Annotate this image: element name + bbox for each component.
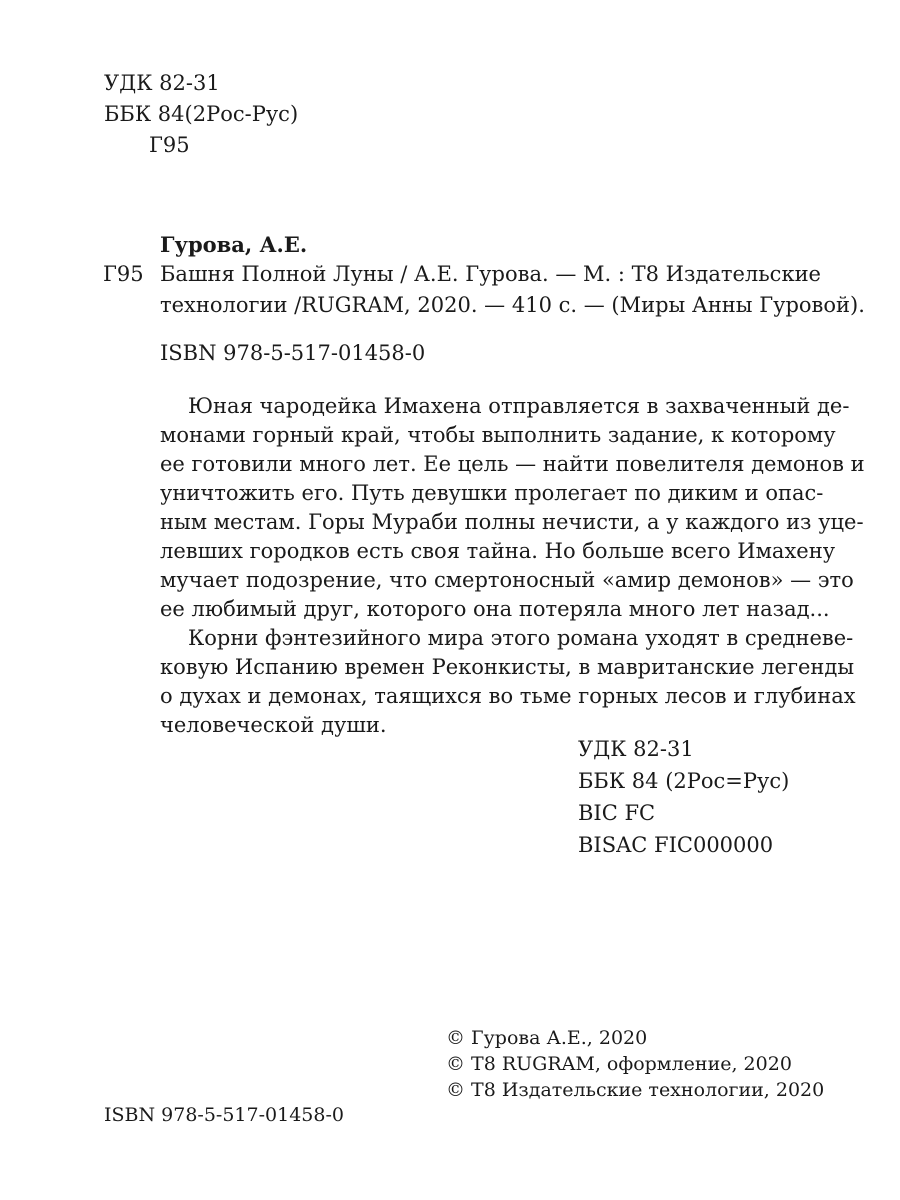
isbn-bottom: ISBN 978-5-517-01458-0 (104, 1104, 344, 1126)
author-mark: Г95 (149, 133, 190, 157)
abstract-line: мучает подозрение, что смертоносный «амир демонов» — это (160, 568, 854, 592)
copyright-line: © Т8 Издательские технологии, 2020 (446, 1079, 825, 1101)
abstract-line: Корни фэнтезийного мира этого романа уходят в средневе- (188, 626, 854, 650)
author-heading: Гурова, А.Е. (160, 232, 308, 257)
abstract-line: ее готовили много лет. Ее цель — найти повелителя демонов и (160, 452, 865, 476)
classification-bottom (578, 733, 789, 861)
abstract-line: монами горный край, чтобы выполнить задание, к которому (160, 423, 836, 447)
bibliographic-description (160, 259, 865, 321)
bbk-code: ББК 84(2Рос-Рус) (104, 102, 299, 126)
bisac-code: BISAC FIC000000 (578, 833, 774, 857)
abstract-line: левших городков есть своя тайна. Но больше всего Имахену (160, 539, 836, 563)
abstract-line: ковую Испанию времен Реконкисты, в мавританские легенды (160, 655, 855, 679)
description-line: технологии /RUGRAM, 2020. — 410 с. — (Миры Анны Гуровой). (160, 293, 865, 317)
udk-code: УДК 82-31 (578, 737, 694, 761)
abstract-line: ным местам. Горы Мураби полны нечисти, а у каждого из уце- (160, 510, 864, 534)
author-mark-left: Г95 (103, 262, 144, 286)
description-line: Башня Полной Луны / А.Е. Гурова. — М. : Т8 Издательские (160, 262, 821, 286)
abstract-line: человеческой души. (160, 713, 387, 737)
abstract-line: о духах и демонах, таящихся во тьме горных лесов и глубинах (160, 684, 856, 708)
isbn-top: ISBN 978-5-517-01458-0 (160, 341, 426, 365)
abstract (160, 392, 865, 740)
udk-code: УДК 82-31 (104, 71, 220, 95)
abstract-line: уничтожить его. Путь девушки пролегает по диким и опас- (160, 481, 824, 505)
bic-code: BIC FC (578, 801, 656, 825)
bbk-code: ББК 84 (2Рос=Рус) (578, 769, 790, 793)
copyright-line: © Гурова А.Е., 2020 (446, 1027, 648, 1049)
copyright-notices (446, 1025, 824, 1103)
classification-top (104, 68, 298, 161)
abstract-line: Юная чародейка Имахена отправляется в захваченный де- (188, 394, 850, 418)
copyright-line: © Т8 RUGRAM, оформление, 2020 (446, 1053, 792, 1075)
abstract-line: ее любимый друг, которого она потеряла много лет назад... (160, 597, 830, 621)
